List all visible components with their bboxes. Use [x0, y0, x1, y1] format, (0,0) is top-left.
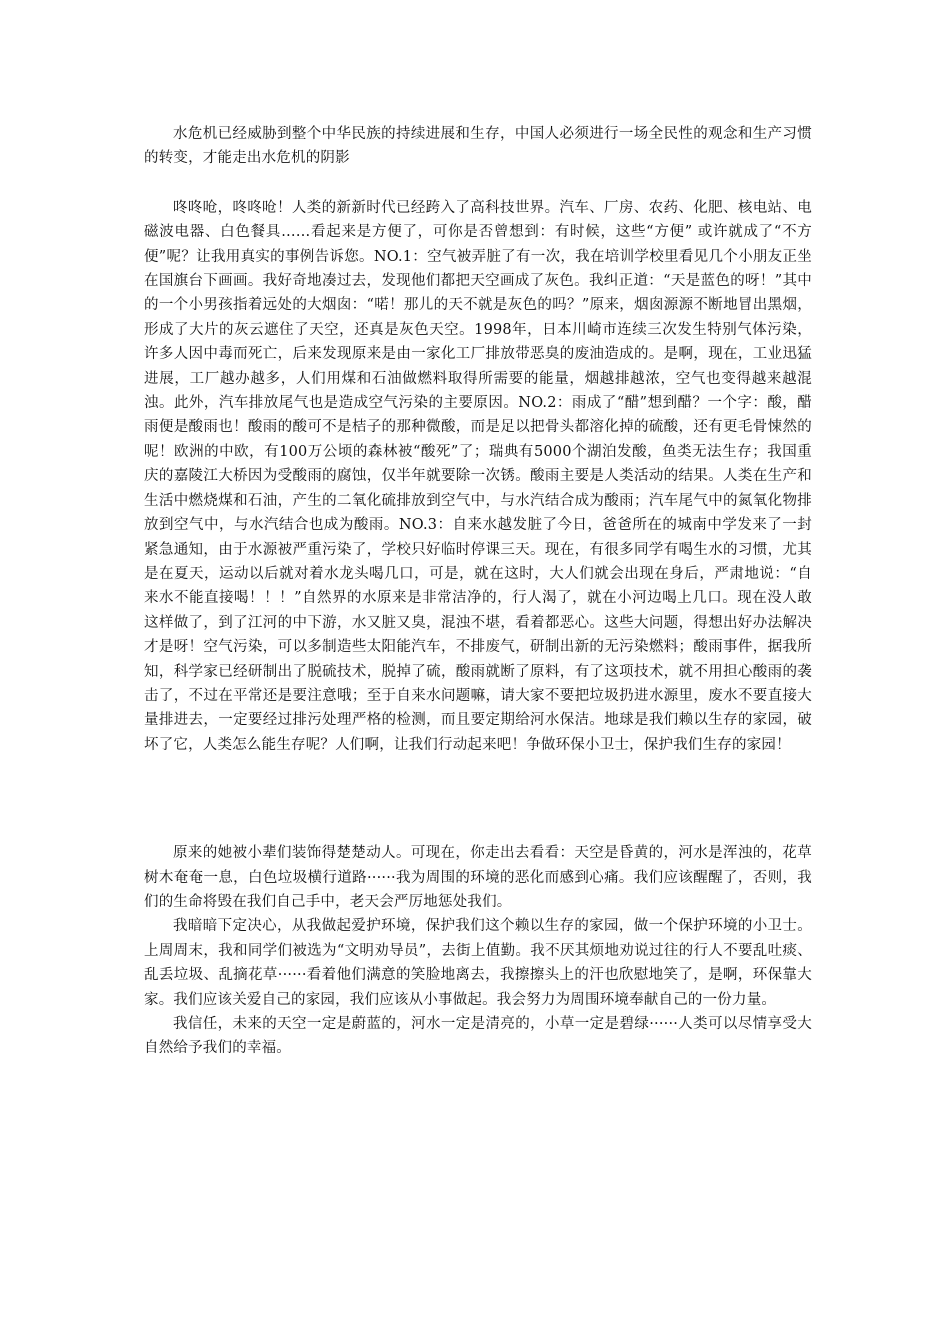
essay-one-paragraph: 咚咚呛，咚咚呛！人类的新新时代已经跨入了高科技世界。汽车、厂房、农药、化肥、核电站、电磁波电器、白色餐具……看起来是方便了，可你是否曾想到：有时候，这些“方便” 或许就成了“不方便”呢？让我用真实的事例告诉您。NO.1：空气被弄脏了有一次，我在培训学校里看见几个小朋友正坐在国旗台下画画。我好奇地凑过去，发现他们都把天空画成了灰色。我纠正道：“天是蓝色的呀！”其中的一个小男孩指着远处的大烟囱：“喏！那儿的天不就是灰色的吗？”原来，烟囱源源不断地冒出黑烟，形成了大片的灰云遮住了天空，还真是灰色天空。1998年，日本川崎市连续三次发生特别气体污染，许多人因中毒而死亡，后来发现原来是由一家化工厂排放带恶臭的废油造成的。是啊，现在，工业迅猛进展，工厂越办越多，人们用煤和石油做燃料取得所需要的能量，烟越排越浓，空气也变得越来越混浊。此外，汽车排放尾气也是造成空气污染的主要原因。NO.2：雨成了“醋”想到醋？一个字：酸，醋雨便是酸雨也！酸雨的酸可不是桔子的那种微酸，而是足以把骨头都溶化掉的硫酸，还有更毛骨悚然的呢！欧洲的中欧，有100万公顷的森林被“酸死”了；瑞典有5000个湖泊发酸，鱼类无法生存；我国重庆的嘉陵江大桥因为受酸雨的腐蚀，仅半年就要除一次锈。酸雨主要是人类活动的结果。人类在生产和生活中燃烧煤和石油，产生的二氧化硫排放到空气中，与水汽结合成为酸雨；汽车尾气中的氮氧化物排放到空气中，与水汽结合也成为酸雨。NO.3：自来水越发脏了今日，爸爸所在的城南中学发来了一封紧急通知，由于水源被严重污染了，学校只好临时停课三天。现在，有很多同学有喝生水的习惯，尤其是在夏天，运动以后就对着水龙头喝几口，可是，就在这时，大人们就会出现在身后，严肃地说：“自来水不能直接喝！！！”自然界的水原来是非常洁净的，行人渴了，就在小河边喝上几口。现在没人敢这样做了，到了江河的中下游，水又脏又臭，混浊不堪，看着都恶心。这些大问题，得想出好办法解决才是呀！空气污染，可以多制造些太阳能汽车，不排废气，研制出新的无污染燃料；酸雨事件，据我所知，科学家已经研制出了脱硫技术，脱掉了硫，酸雨就断了原料，有了这项技术，就不用担心酸雨的袭击了，不过在平常还是要注意哦；至于自来水问题嘛，请大家不要把垃圾扔进水源里，废水不要直接大量排进去，一定要经过排污处理严格的检测，而且要定期给河水保洁。地球是我们赖以生存的家园，破坏了它，人类怎么能生存呢？人们啊，让我们行动起来吧！争做环保小卫士，保护我们生存的家园！ [144, 199, 812, 753]
paragraph-spacer [144, 171, 812, 196]
essay-two-paragraph-3: 我信任，未来的天空一定是蔚蓝的，河水一定是清亮的，小草一定是碧绿······人类可以尽情享受大自然给予我们的幸福。 [144, 1016, 812, 1057]
section-spacer [144, 757, 812, 841]
essay-two-paragraph-2: 我暗暗下定决心，从我做起爱护环境，保护我们这个赖以生存的家园，做一个保护环境的小卫士。上周周末，我和同学们被选为“文明劝导员”，去街上值勤。我不厌其烦地劝说过往的行人不要乱吐痰、乱丢垃圾、乱摘花草······看着他们满意的笑脸地离去，我擦擦头上的汗也欣慰地笑了，是啊，环保靠大家。我们应该关爱自己的家园，我们应该从小事做起。我会努力为周围环境奉献自己的一份力量。 [144, 918, 812, 1008]
document-page [144, 122, 812, 1061]
essay-two-paragraph-1: 原来的她被小辈们装饰得楚楚动人。可现在，你走出去看看：天空是昏黄的，河水是浑浊的，花草树木奄奄一息，白色垃圾横行道路······我为周围的环境的恶化而感到心痛。我们应该醒醒了，否则，我们的生命将毁在我们自己手中，老天会严厉地惩处我们。 [144, 845, 812, 910]
intro-paragraph: 水危机已经威胁到整个中华民族的持续进展和生存，中国人必须进行一场全民性的观念和生产习惯的转变，才能走出水危机的阴影 [144, 126, 812, 167]
